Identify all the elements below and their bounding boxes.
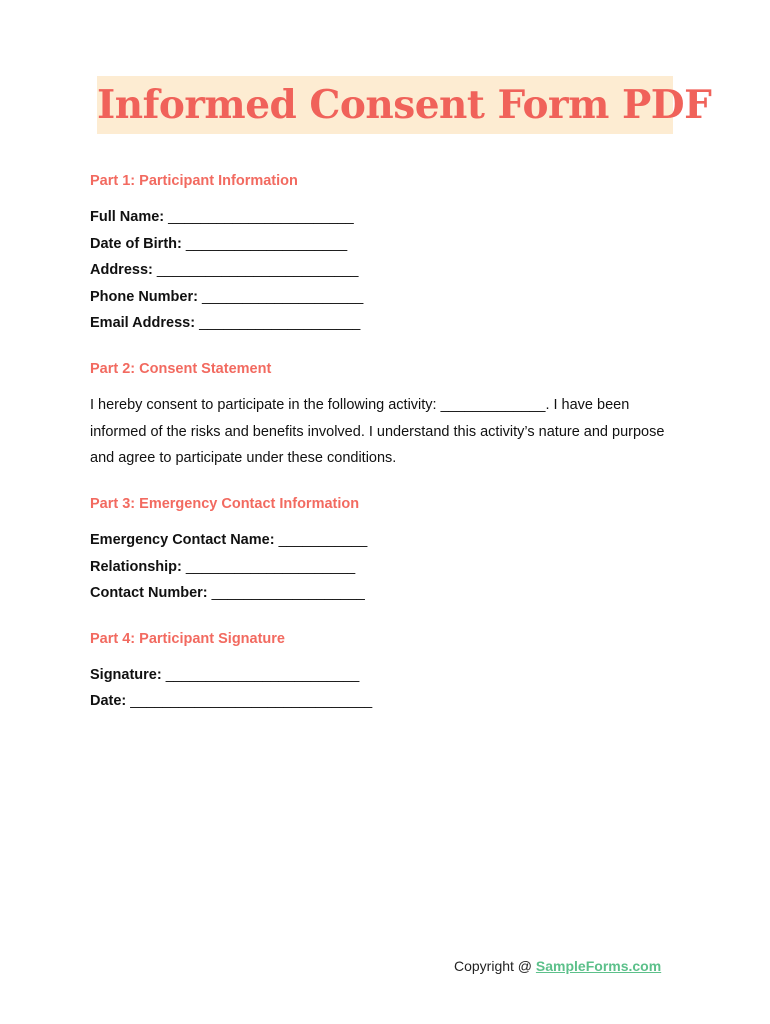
field-label: Full Name:: [90, 209, 165, 225]
field-date[interactable]: [90, 688, 690, 715]
field-blank[interactable]: ____________________: [185, 235, 348, 252]
field-label: Date:: [90, 693, 127, 710]
field-blank[interactable]: ___________: [278, 532, 368, 549]
field-label: Email Address:: [90, 315, 196, 332]
form-content: [90, 170, 690, 736]
field-label: Address:: [90, 262, 153, 279]
section-heading-part1: Part 1: Participant Information: [90, 173, 298, 189]
field-label: Relationship:: [90, 558, 182, 575]
field-blank[interactable]: _________________________: [156, 262, 359, 279]
section-participant-signature: [90, 628, 690, 715]
field-email-address[interactable]: [90, 310, 690, 337]
title-highlight: [97, 76, 712, 134]
sampleforms-link[interactable]: SampleForms.com: [535, 958, 662, 974]
section-heading-part4: Part 4: Participant Signature: [90, 630, 285, 647]
field-label: Emergency Contact Name:: [90, 532, 275, 549]
field-full-name[interactable]: [90, 204, 690, 231]
field-label: Date of Birth:: [90, 235, 182, 252]
footer-copyright: [454, 958, 661, 974]
section-participant-information: [90, 170, 690, 337]
field-address[interactable]: [90, 257, 690, 284]
section-heading-part2: Part 2: Consent Statement: [90, 360, 272, 377]
field-phone-number[interactable]: [90, 284, 690, 311]
field-signature[interactable]: [90, 662, 690, 689]
field-blank[interactable]: _______________________: [168, 209, 354, 225]
copyright-text: Copyright @: [454, 958, 536, 974]
field-blank[interactable]: _____________________: [185, 558, 356, 575]
document-title: Informed Consent Form PDF: [97, 82, 712, 128]
participant-field-list: [90, 204, 690, 337]
section-heading-part3: Part 3: Emergency Contact Information: [90, 496, 360, 513]
field-blank[interactable]: ____________________: [199, 315, 361, 332]
field-relationship[interactable]: [90, 554, 690, 581]
signature-field-list: [90, 662, 690, 715]
field-blank[interactable]: ____________________: [201, 288, 364, 305]
field-contact-number[interactable]: [90, 580, 690, 607]
field-label: Signature:: [90, 666, 162, 683]
consent-statement-text: I hereby consent to participate in the following activity: _____________. I have been informed of the risks and benefits involved. I understand this activity’s nature and purpose and agree to participate under these conditions.: [90, 396, 665, 467]
section-consent-statement: [90, 358, 690, 472]
field-date-of-birth[interactable]: [90, 231, 690, 258]
field-label: Phone Number:: [90, 288, 198, 305]
field-blank[interactable]: ________________________: [165, 666, 360, 683]
section-emergency-contact: [90, 493, 690, 607]
field-blank[interactable]: ___________________: [211, 585, 365, 602]
emergency-field-list: [90, 527, 690, 607]
field-emergency-contact-name[interactable]: [90, 527, 690, 554]
field-label: Contact Number:: [90, 585, 208, 602]
field-blank[interactable]: ______________________________: [130, 693, 373, 710]
